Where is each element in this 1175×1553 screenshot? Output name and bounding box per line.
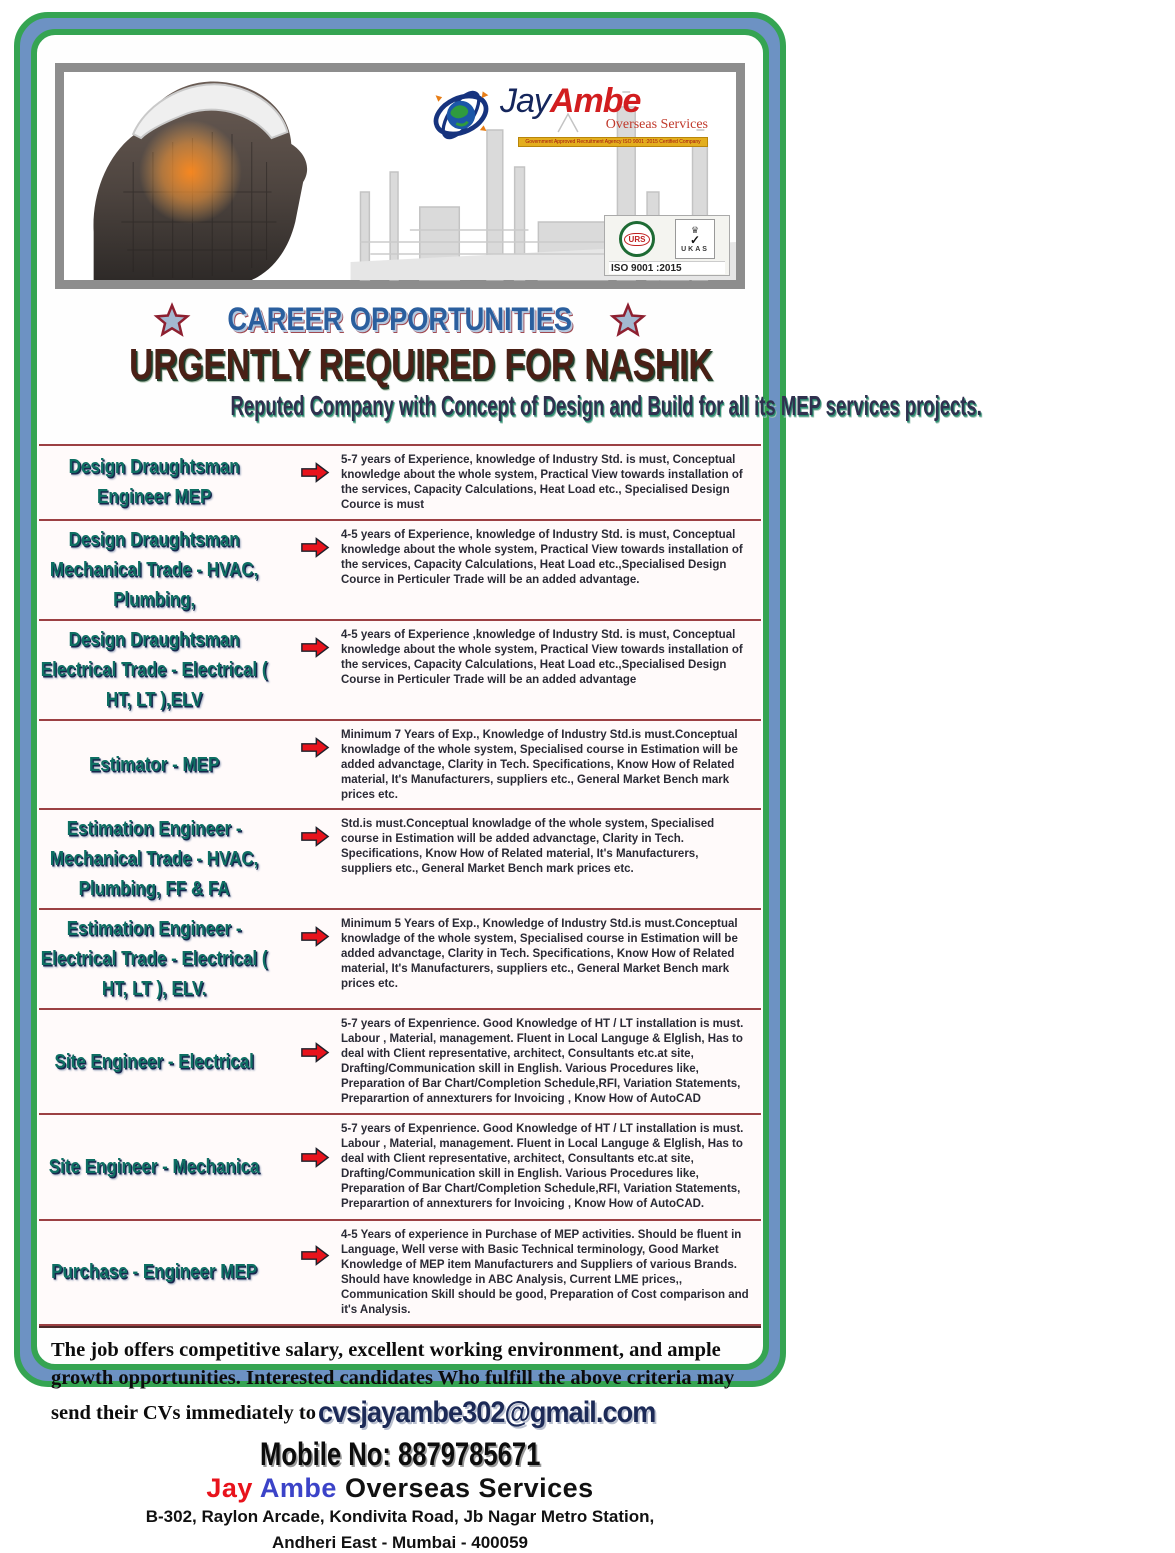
job-title: Estimator - MEP [88, 753, 220, 776]
job-title: Design Draughtsman Engineer MEP [68, 456, 240, 509]
subtitle-row [37, 390, 982, 422]
job-title: Site Engineer - Mechanica [48, 1156, 260, 1179]
logo-subtitle: Overseas Services [605, 117, 708, 132]
red-arrow-icon [291, 1221, 339, 1324]
job-title-cell [39, 721, 291, 809]
career-title: CAREER OPPORTUNITIES [227, 301, 573, 337]
crown-icon: ♛ [690, 224, 700, 235]
urs-label: URS [624, 233, 651, 246]
red-arrow-icon [291, 721, 339, 809]
red-arrow-icon [291, 621, 339, 719]
email-link[interactable]: cvsjayambe302@gmail.com [317, 1396, 656, 1430]
job-title-cell [39, 910, 291, 1008]
job-title: Site Engineer - Electrical [54, 1050, 254, 1073]
career-title-row [37, 301, 763, 338]
job-row [39, 446, 761, 521]
job-title-cell [39, 621, 291, 719]
job-row [39, 721, 761, 811]
engineer-silhouette [93, 81, 307, 280]
job-title: Design Draughtsman Electrical Trade - Electrical ( HT, LT ),ELV [40, 628, 268, 711]
logo-ribbon: Government Approved Recruitment Agency ISO 9001 :2015 Certified Company [518, 137, 708, 147]
mobile-number: Mobile No: 8879785671 [259, 1435, 541, 1472]
pitch-text: The job offers competitive salary, excellent working environment, and ample growth opportunities. Interested candidates Who fulfill the above criteria may send their CVs immediately to [51, 1338, 735, 1425]
job-description: Minimum 7 Years of Exp., Knowledge of Industry Std.is must.Conceptual knowladge of the whole system, Specialised course in Estimation will be added advanctage, Clarity in Tech. Specifications, Know How of Related material, It's Manufacturers, suppliers etc., General Market Bench mark prices etc. [341, 728, 738, 801]
pitch-paragraph [39, 1326, 761, 1434]
logo-ambe: Ambe [549, 82, 641, 120]
job-title: Estimation Engineer - Mechanical Trade - HVAC, Plumbing, FF & FA [49, 818, 259, 901]
job-description: 4-5 years of Experience, knowledge of Industry Std. is must, Conceptual knowledge about the whole system, Practical View towards installation of the services, Capacity Calculations, Heat Load etc.,Specialised Design Cource in Perticuler Trade will be an added advantage. [341, 528, 743, 586]
job-title-cell [39, 521, 291, 619]
iso-label: ISO 9001 :2015 [609, 261, 725, 274]
ukas-seal-icon [675, 219, 715, 259]
urs-seal-icon [619, 221, 655, 257]
red-arrow-icon [291, 1115, 339, 1219]
header-photo [55, 63, 745, 289]
job-row [39, 1010, 761, 1115]
jayambe-logo [428, 82, 708, 148]
company-ambe: Ambe [259, 1472, 337, 1503]
poster-frame [14, 12, 982, 1552]
company-name [37, 1473, 763, 1504]
globe-logo-icon [428, 82, 494, 148]
job-title-cell [39, 1010, 291, 1113]
address-line-2: Andheri East - Mumbai - 400059 [271, 1532, 529, 1552]
poster-content [31, 29, 982, 1552]
red-arrow-icon [291, 521, 339, 619]
company-jay: Jay [206, 1472, 253, 1503]
job-title: Purchase - Engineer MEP [50, 1261, 257, 1284]
job-description: 4-5 years of Experience ,knowledge of Industry Std. is must, Conceptual knowledge about the whole system, Practical View towards installation of the services, Capacity Calculations, Heat Load etc.,Specialised Design Course in Perticuler Trade will be an added advantage [341, 628, 743, 686]
job-row [39, 1221, 761, 1326]
job-description: 4-5 Years of experience in Purchase of MEP activities. Should be fluent in Language, Well verse with Basic Technical terminology, Good Market Knowledge of MEP item Manufacturers and Suppliers of various Brands. Should have knowledge in ABC Analysis, Current LME prices,, Communication Skill should be good, Preparation of Cost comparison and it's Analysis. [341, 1229, 749, 1316]
job-title-cell [39, 1221, 291, 1324]
subtitle: Reputed Company with Concept of Design and Build for all its MEP services projects. [230, 390, 982, 421]
job-description: 5-7 years of Expenrience. Good Knowledge of HT / LT installation is must. Labour , Material, management. Fluent in Local Languge & Elglish, Has to deal with Client representative, architect, Consultants etc.at site, Drafting/Communication skill in English. Various Procedures like, Preparation of Bar Chart/Completion Schedule,RFI, Variation Statements, Preparartion of annexturers for Invoicing , Know How of AutoCAD [341, 1018, 744, 1106]
urgent-title-row [37, 340, 763, 390]
job-description: 5-7 years of Expenrience. Good Knowledge of HT / LT installation is must. Labour , Material, management. Fluent in Local Languge & Elglish, Has to deal with Client representative, architect, Consultants etc.at site, Drafting/Communication skill in English. Various Procedures like, Preparation of Bar Chart/Completion Schedule,RFI, Variation Statements, Preparartion of annexturers for Invoicing , Know How of AutoCAD. [341, 1123, 744, 1210]
job-title: Estimation Engineer - Electrical Trade - Electrical ( HT, LT ), ELV. [40, 918, 268, 1001]
star-icon [611, 304, 645, 336]
job-row [39, 621, 761, 721]
urgent-title: URGENTLY REQUIRED FOR NASHIK [129, 340, 713, 389]
job-title-cell [39, 1115, 291, 1219]
red-arrow-icon [291, 910, 339, 1008]
job-title-cell [39, 446, 291, 519]
job-row [39, 910, 761, 1010]
red-arrow-icon [291, 1010, 339, 1113]
logo-name [500, 82, 708, 121]
job-description: Minimum 5 Years of Exp., Knowledge of Industry Std.is must.Conceptual knowladge of the whole system, Specialised course in Estimation will be added advanctage, Clarity in Tech. Specifications, Know How of Related material, It's Manufacturers, suppliers etc., General Market Bench mark prices etc. [341, 918, 738, 991]
iso-certification [604, 215, 730, 276]
star-icon [155, 304, 189, 336]
job-title: Design Draughtsman Mechanical Trade - HVAC, Plumbing, [49, 528, 259, 611]
red-arrow-icon [291, 446, 339, 519]
job-row [39, 810, 761, 910]
mobile-row [37, 1436, 763, 1473]
job-description: 5-7 years of Experience, knowledge of Industry Std. is must, Conceptual knowledge about the whole system, Practical View towards installation of the services, Capacity Calculations, Heat Load etc., Specialised Design Cource is must [341, 454, 743, 511]
job-row [39, 1115, 761, 1221]
red-arrow-icon [291, 810, 339, 908]
ukas-label: UKAS [681, 245, 709, 253]
address-line-1: B-302, Raylon Arcade, Kondivita Road, Jb Nagar Metro Station, [145, 1506, 655, 1526]
logo-jay: Jay [500, 82, 550, 120]
job-row [39, 521, 761, 621]
logo-text [500, 82, 708, 147]
job-title-cell [39, 810, 291, 908]
check-icon: ✓ [689, 232, 701, 247]
jobs-table [39, 444, 761, 1326]
job-description: Std.is must.Conceptual knowladge of the whole system, Specialised course in Estimation will be added advanctage, Clarity in Tech. Specifications, Know How of Related material, It's Manufacturers, suppliers etc., General Market Bench mark prices etc. [341, 818, 715, 876]
company-rest: Overseas Services [344, 1472, 594, 1503]
